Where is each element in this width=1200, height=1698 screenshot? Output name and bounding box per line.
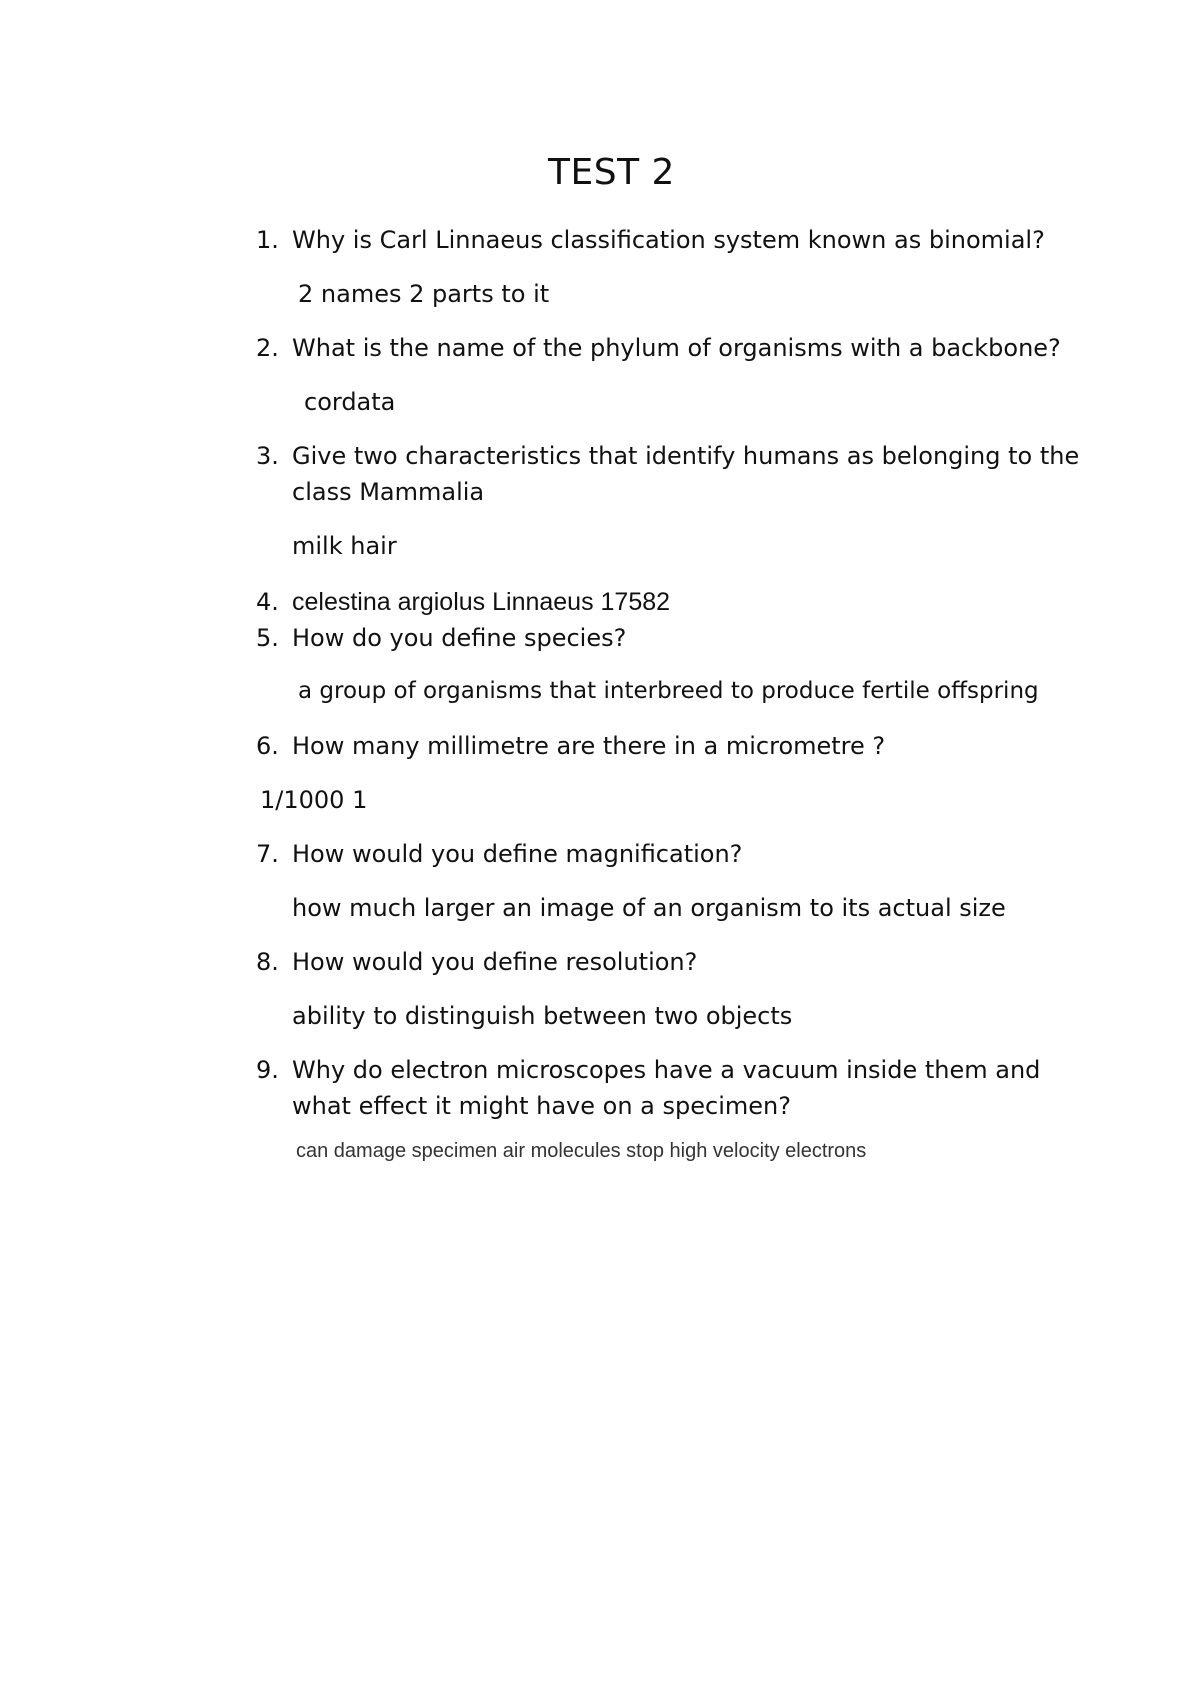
question-7 [256,836,742,872]
answer-3: milk hair [292,532,397,560]
question-number: 8. [256,948,279,976]
question-6 [256,728,885,764]
answer-7: how much larger an image of an organism to its actual size [292,894,1006,922]
question-text: How many millimetre are there in a micrometre ? [292,732,886,760]
answer-5: a group of organisms that interbreed to produce fertile offspring [298,678,1039,704]
question-number: 9. [256,1056,279,1084]
question-3-line-2: class Mammalia [292,478,485,506]
question-text: What is the name of the phylum of organisms with a backbone? [292,334,1061,362]
question-text: How would you define resolution? [292,948,698,976]
question-number: 5. [256,624,279,652]
question-text: How would you define magnification? [292,840,743,868]
question-9 [256,1052,1040,1088]
question-text: Why is Carl Linnaeus classification system known as binomial? [292,226,1045,254]
question-number: 3. [256,442,279,470]
question-text: Why do electron microscopes have a vacuum inside them and [292,1056,1041,1084]
question-2 [256,330,1061,366]
question-number: 2. [256,334,279,362]
answer-8: ability to distinguish between two objects [292,1002,793,1030]
question-number: 4. [256,588,279,616]
question-3 [256,438,1079,474]
answer-2: cordata [304,388,396,416]
question-number: 1. [256,226,279,254]
answer-1: 2 names 2 parts to it [298,280,550,308]
question-number: 7. [256,840,279,868]
question-1 [256,222,1045,258]
question-8 [256,944,697,980]
question-4 [256,584,670,620]
question-5 [256,620,626,656]
document-title: TEST 2 [548,152,675,193]
question-9-line-2: what effect it might have on a specimen? [292,1092,791,1120]
question-text: How do you define species? [292,624,627,652]
answer-9: can damage specimen air molecules stop high velocity electrons [296,1140,867,1162]
question-text: celestina argiolus Linnaeus 17582 [292,588,671,616]
question-number: 6. [256,732,279,760]
answer-6: 1/1000 1 [260,786,368,814]
question-text: Give two characteristics that identify humans as belonging to the [292,442,1080,470]
